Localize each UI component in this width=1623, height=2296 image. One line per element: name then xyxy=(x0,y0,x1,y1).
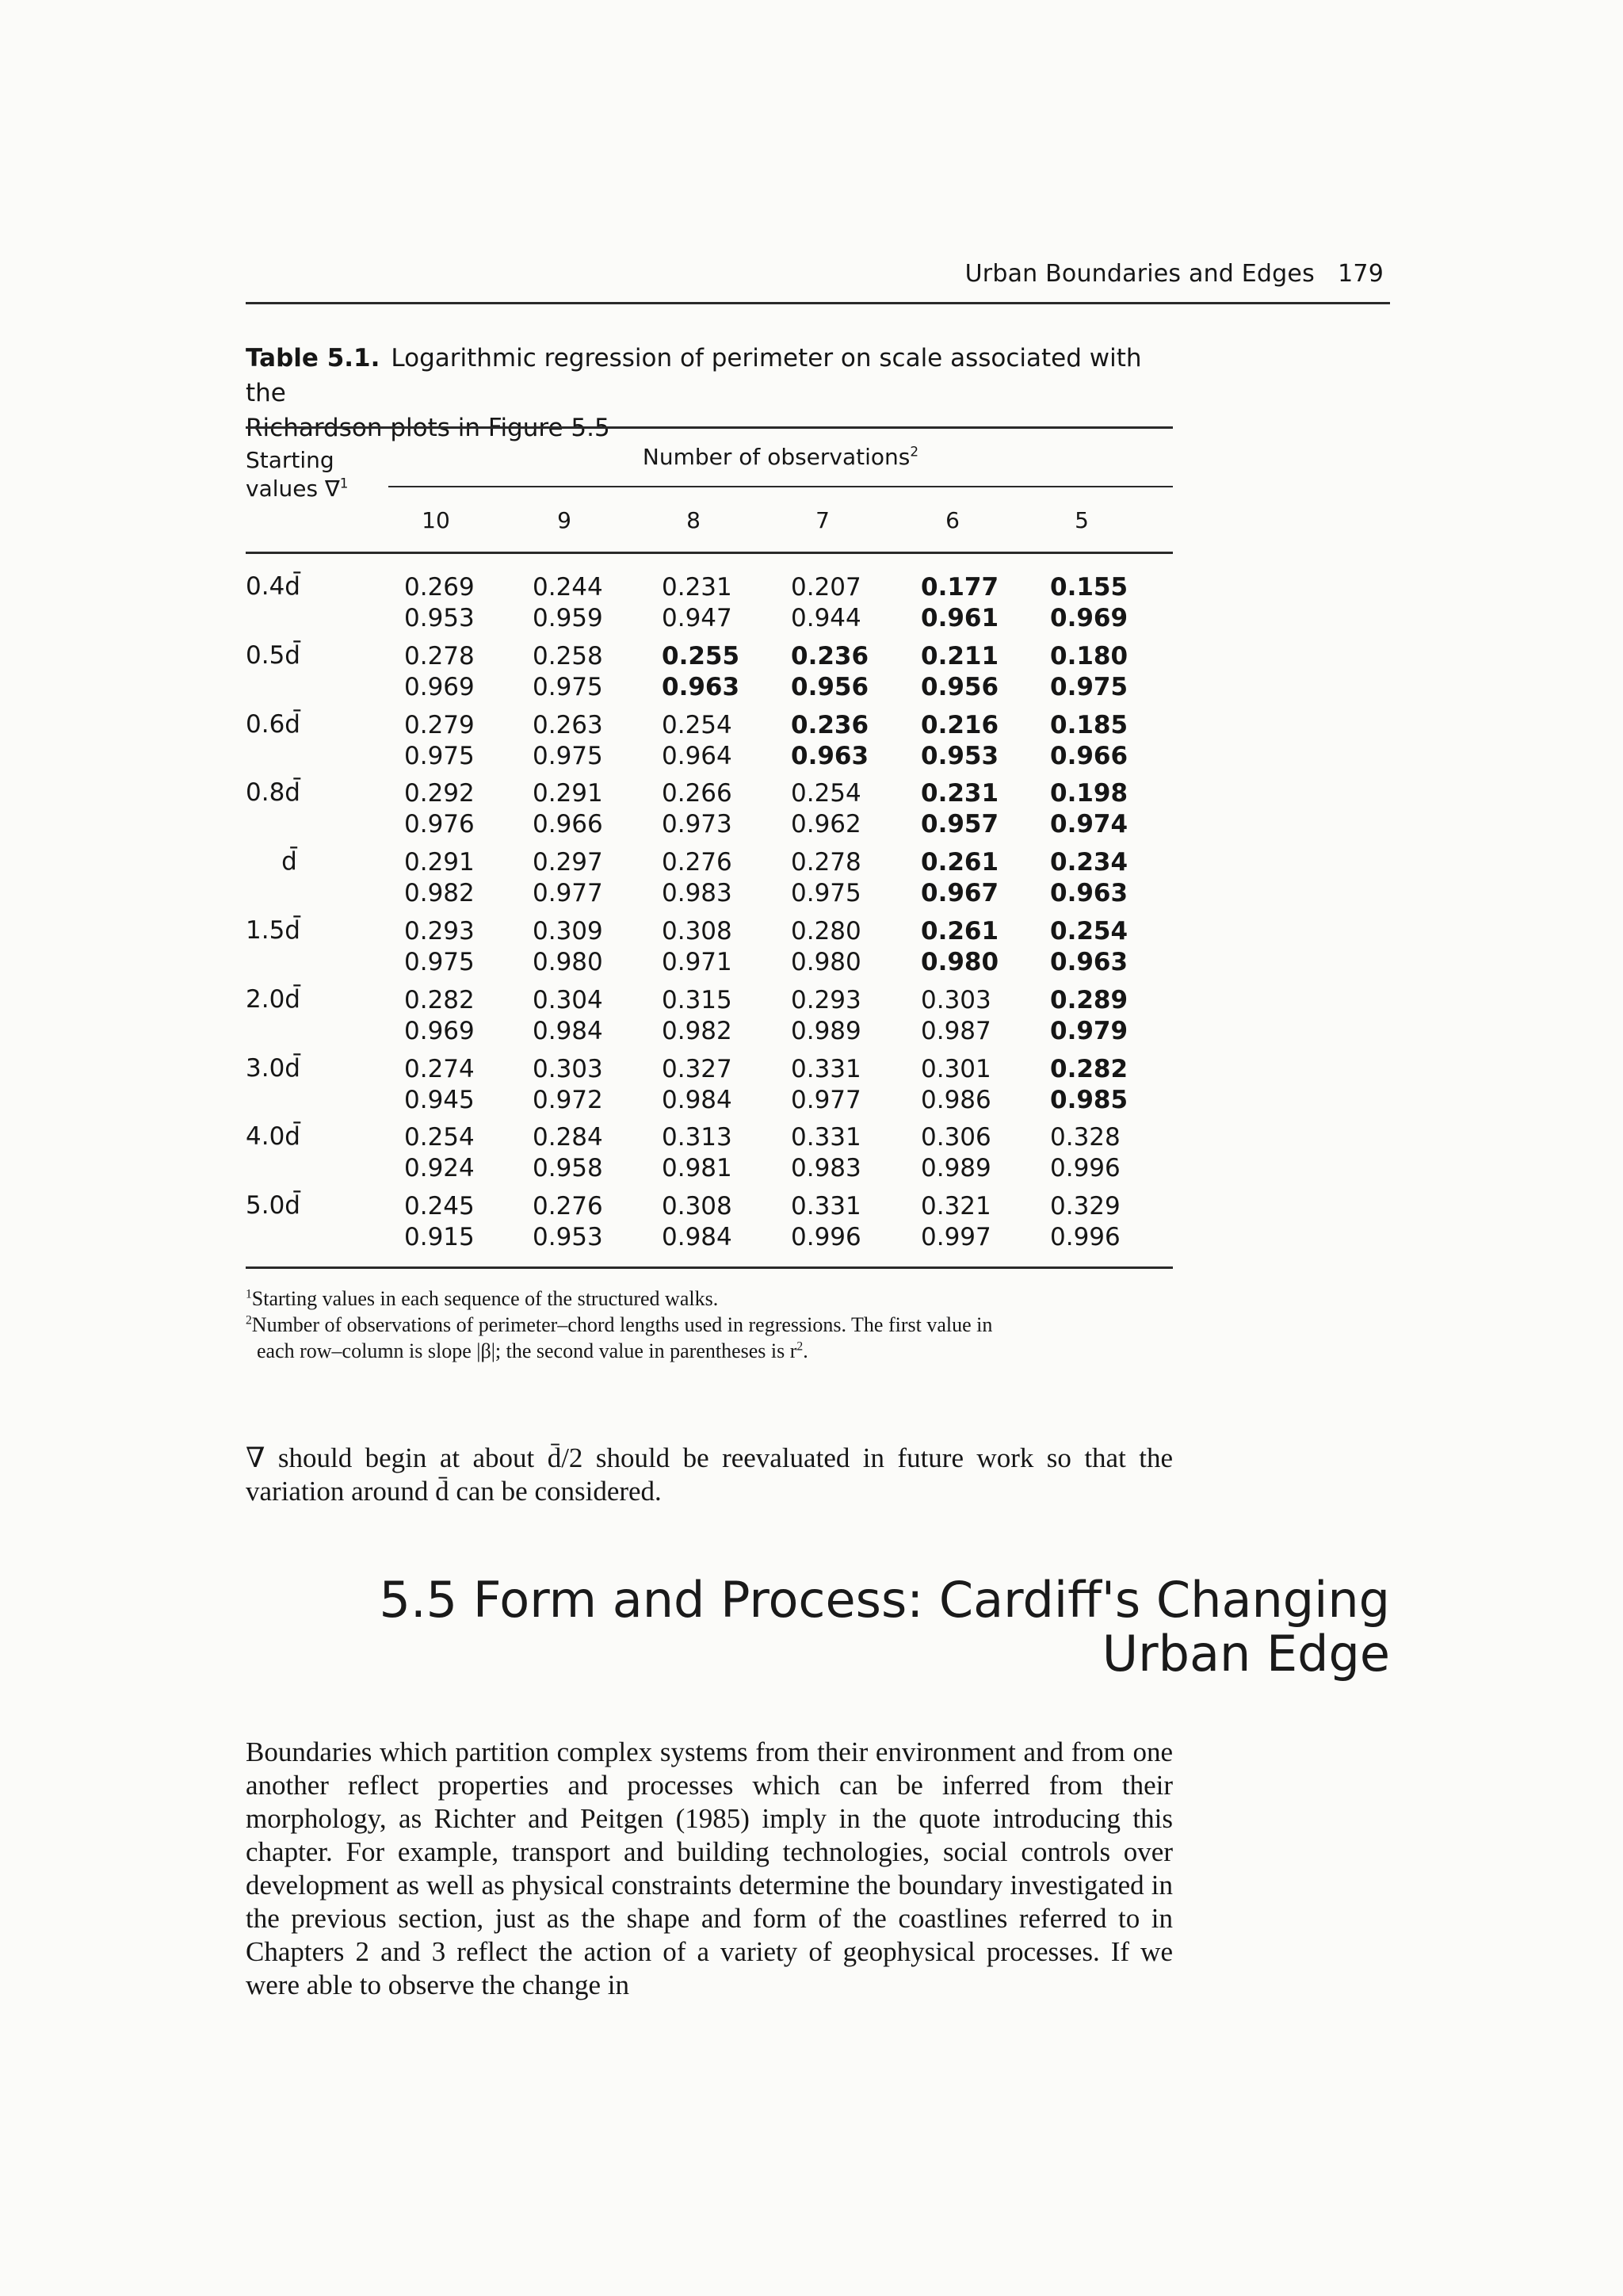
cell-r-squared: 0.975 xyxy=(533,741,603,770)
cell-r-squared: 0.977 xyxy=(791,1085,861,1114)
cell-slope: 0.211 xyxy=(921,641,999,670)
cell-r-squared: 0.996 xyxy=(791,1223,861,1252)
cell-slope: 0.279 xyxy=(404,710,475,739)
column-header: 7 xyxy=(815,507,830,533)
column-header: 10 xyxy=(422,507,450,533)
cell-slope: 0.329 xyxy=(1050,1192,1121,1221)
cell-slope: 0.177 xyxy=(921,573,999,602)
row-label: 3.0d̄ xyxy=(246,1053,300,1083)
cell-slope: 0.261 xyxy=(921,848,999,877)
body-paragraph-1: ∇ should begin at about d̄/2 should be reevaluated in future work so that the variation around d̄ can be considered. xyxy=(246,1442,1173,1507)
cell-r-squared: 0.986 xyxy=(921,1085,991,1114)
cell-r-squared: 0.953 xyxy=(404,604,475,632)
cell-r-squared: 0.963 xyxy=(791,741,869,770)
stub-header-line1: Starting xyxy=(246,447,334,473)
row-label: 0.4d̄ xyxy=(246,572,300,601)
table-caption-line1: Logarithmic regression of perimeter on scale associated with the xyxy=(246,344,1142,407)
cell-r-squared: 0.983 xyxy=(791,1154,861,1183)
cell-r-squared: 0.980 xyxy=(533,948,603,976)
cell-slope: 0.308 xyxy=(662,917,732,946)
stub-header-sup: 1 xyxy=(339,475,349,491)
cell-slope: 0.231 xyxy=(921,779,999,808)
cell-r-squared: 0.975 xyxy=(404,741,475,770)
cell-slope: 0.292 xyxy=(404,779,475,808)
cell-slope: 0.263 xyxy=(533,710,603,739)
column-header: 5 xyxy=(1075,507,1089,533)
cell-r-squared: 0.956 xyxy=(921,672,999,701)
section-heading-line1: 5.5 Form and Process: Cardiff's Changing xyxy=(379,1571,1390,1629)
cell-r-squared: 0.980 xyxy=(791,948,861,976)
cell-r-squared: 0.982 xyxy=(662,1016,732,1045)
cell-r-squared: 0.981 xyxy=(662,1154,732,1183)
cell-r-squared: 0.963 xyxy=(662,672,740,701)
cell-r-squared: 0.985 xyxy=(1050,1085,1128,1114)
cell-r-squared: 0.944 xyxy=(791,604,861,632)
stub-header xyxy=(246,446,388,503)
cell-slope: 0.258 xyxy=(533,641,603,670)
cell-r-squared: 0.976 xyxy=(404,810,475,839)
cell-slope: 0.301 xyxy=(921,1054,991,1083)
footnote-1-mark: 1 xyxy=(246,1287,252,1301)
cell-slope: 0.282 xyxy=(1050,1054,1128,1083)
stub-header-line2: values ∇ xyxy=(246,476,340,502)
footnote-1-text: Starting values in each sequence of the structured walks. xyxy=(251,1287,719,1310)
cell-slope: 0.313 xyxy=(662,1123,732,1152)
cell-slope: 0.236 xyxy=(791,641,869,670)
table-caption-line2: Richardson plots in Figure 5.5 xyxy=(246,414,610,442)
cell-slope: 0.284 xyxy=(533,1123,603,1152)
cell-slope: 0.278 xyxy=(404,641,475,670)
cell-slope: 0.293 xyxy=(404,917,475,946)
cell-slope: 0.266 xyxy=(662,779,732,808)
running-head xyxy=(246,260,1390,304)
cell-slope: 0.289 xyxy=(1050,985,1128,1014)
cell-slope: 0.254 xyxy=(662,710,732,739)
cell-r-squared: 0.973 xyxy=(662,810,732,839)
cell-slope: 0.276 xyxy=(662,848,732,877)
cell-slope: 0.236 xyxy=(791,710,869,739)
cell-slope: 0.327 xyxy=(662,1054,732,1083)
cell-slope: 0.303 xyxy=(921,985,991,1014)
cell-slope: 0.315 xyxy=(662,985,732,1014)
cell-r-squared: 0.984 xyxy=(662,1223,732,1252)
row-label: d̄ xyxy=(281,847,297,877)
row-label: 4.0d̄ xyxy=(246,1122,300,1152)
cell-slope: 0.304 xyxy=(533,985,603,1014)
cell-slope: 0.234 xyxy=(1050,848,1128,877)
cell-r-squared: 0.969 xyxy=(404,672,475,701)
cell-r-squared: 0.996 xyxy=(1050,1223,1121,1252)
cell-slope: 0.297 xyxy=(533,848,603,877)
cell-r-squared: 0.983 xyxy=(662,879,732,908)
cell-r-squared: 0.924 xyxy=(404,1154,475,1183)
cell-slope: 0.321 xyxy=(921,1192,991,1221)
footnote-2-line2-sup: 2 xyxy=(796,1339,804,1354)
cell-slope: 0.278 xyxy=(791,848,861,877)
cell-r-squared: 0.957 xyxy=(921,810,999,839)
cell-r-squared: 0.969 xyxy=(1050,604,1128,632)
cell-slope: 0.331 xyxy=(791,1192,861,1221)
cell-slope: 0.291 xyxy=(404,848,475,877)
cell-r-squared: 0.956 xyxy=(791,672,869,701)
cell-r-squared: 0.987 xyxy=(921,1016,991,1045)
cell-r-squared: 0.961 xyxy=(921,604,999,632)
cell-r-squared: 0.953 xyxy=(921,741,999,770)
cell-slope: 0.180 xyxy=(1050,641,1128,670)
group-header-rule xyxy=(388,486,1173,487)
column-header: 8 xyxy=(686,507,701,533)
cell-r-squared: 0.975 xyxy=(791,879,861,908)
cell-r-squared: 0.989 xyxy=(921,1154,991,1183)
row-label: 0.5d̄ xyxy=(246,640,300,670)
cell-slope: 0.216 xyxy=(921,710,999,739)
cell-r-squared: 0.963 xyxy=(1050,948,1128,976)
footnote-2-line2-end: . xyxy=(803,1339,808,1362)
cell-r-squared: 0.953 xyxy=(533,1223,603,1252)
cell-slope: 0.231 xyxy=(662,573,732,602)
cell-r-squared: 0.962 xyxy=(791,810,861,839)
cell-r-squared: 0.966 xyxy=(1050,741,1128,770)
cell-slope: 0.303 xyxy=(533,1054,603,1083)
cell-slope: 0.254 xyxy=(1050,917,1128,946)
table-footnotes xyxy=(246,1286,1173,1364)
cell-r-squared: 0.984 xyxy=(662,1085,732,1114)
cell-slope: 0.261 xyxy=(921,917,999,946)
column-header: 9 xyxy=(557,507,571,533)
cell-slope: 0.306 xyxy=(921,1123,991,1152)
cell-r-squared: 0.972 xyxy=(533,1085,603,1114)
page-number: 179 xyxy=(1338,260,1384,288)
cell-slope: 0.207 xyxy=(791,573,861,602)
section-heading xyxy=(360,1573,1390,1681)
cell-r-squared: 0.959 xyxy=(533,604,603,632)
cell-r-squared: 0.980 xyxy=(921,948,999,976)
cell-r-squared: 0.984 xyxy=(533,1016,603,1045)
cell-slope: 0.309 xyxy=(533,917,603,946)
cell-slope: 0.282 xyxy=(404,985,475,1014)
body-paragraph-2: Boundaries which partition complex systems from their environment and from one another reflect properties and processes which can be inferred from their morphology, as Richter and Peitgen (1985) imply in the quote introducing this chapter. For example, transport and building technologies, social controls over development as well as physical constraints determine the boundary investigated in the previous section, just as the shape and form of the coastlines referred to in Chapters 2 and 3 reflect the action of a variety of geophysical processes. If we were able to observe the change in xyxy=(246,1736,1173,2000)
footnote-2-line2: each row–column is slope |β|; the second value in parentheses is r xyxy=(257,1339,797,1362)
footnote-1 xyxy=(246,1286,1173,1312)
cell-r-squared: 0.989 xyxy=(791,1016,861,1045)
cell-slope: 0.254 xyxy=(404,1123,475,1152)
table-top-rule xyxy=(246,426,1173,429)
table-bottom-rule xyxy=(246,1266,1173,1269)
section-heading-line2: Urban Edge xyxy=(1102,1625,1390,1683)
cell-r-squared: 0.975 xyxy=(533,672,603,701)
cell-r-squared: 0.975 xyxy=(1050,672,1128,701)
cell-slope: 0.269 xyxy=(404,573,475,602)
cell-r-squared: 0.945 xyxy=(404,1085,475,1114)
row-label: 2.0d̄ xyxy=(246,984,300,1014)
table-caption xyxy=(246,341,1173,445)
cell-slope: 0.280 xyxy=(791,917,861,946)
cell-r-squared: 0.967 xyxy=(921,879,999,908)
cell-slope: 0.274 xyxy=(404,1054,475,1083)
running-head-title: Urban Boundaries and Edges xyxy=(964,260,1315,288)
cell-slope: 0.245 xyxy=(404,1192,475,1221)
row-label: 1.5d̄ xyxy=(246,916,300,945)
cell-r-squared: 0.947 xyxy=(662,604,732,632)
cell-slope: 0.276 xyxy=(533,1192,603,1221)
footnote-2-line1: Number of observations of perimeter–chord lengths used in regressions. The first value in xyxy=(251,1313,993,1336)
footnote-2-mark: 2 xyxy=(246,1313,252,1328)
table-label: Table 5.1. xyxy=(246,344,380,372)
column-headers xyxy=(246,507,1173,554)
row-label: 0.6d̄ xyxy=(246,709,300,739)
footnote-2-cont xyxy=(246,1338,1173,1364)
cell-slope: 0.293 xyxy=(791,985,861,1014)
cell-r-squared: 0.971 xyxy=(662,948,732,976)
cell-r-squared: 0.969 xyxy=(404,1016,475,1045)
cell-r-squared: 0.963 xyxy=(1050,879,1128,908)
cell-slope: 0.244 xyxy=(533,573,603,602)
cell-slope: 0.185 xyxy=(1050,710,1128,739)
column-header: 6 xyxy=(945,507,960,533)
row-label: 0.8d̄ xyxy=(246,778,300,808)
group-header-text: Number of observations xyxy=(642,444,911,470)
cell-r-squared: 0.979 xyxy=(1050,1016,1128,1045)
cell-r-squared: 0.958 xyxy=(533,1154,603,1183)
cell-slope: 0.254 xyxy=(791,779,861,808)
running-head-text xyxy=(965,260,1384,288)
cell-r-squared: 0.977 xyxy=(533,879,603,908)
footnote-2 xyxy=(246,1312,1173,1338)
cell-r-squared: 0.975 xyxy=(404,948,475,976)
cell-r-squared: 0.966 xyxy=(533,810,603,839)
cell-r-squared: 0.996 xyxy=(1050,1154,1121,1183)
cell-slope: 0.308 xyxy=(662,1192,732,1221)
cell-slope: 0.255 xyxy=(662,641,740,670)
cell-slope: 0.328 xyxy=(1050,1123,1121,1152)
group-header-sup: 2 xyxy=(910,443,919,460)
cell-slope: 0.331 xyxy=(791,1123,861,1152)
cell-slope: 0.155 xyxy=(1050,573,1128,602)
cell-slope: 0.198 xyxy=(1050,779,1128,808)
cell-slope: 0.331 xyxy=(791,1054,861,1083)
cell-r-squared: 0.997 xyxy=(921,1223,991,1252)
cell-r-squared: 0.964 xyxy=(662,741,732,770)
row-label: 5.0d̄ xyxy=(246,1191,300,1221)
cell-r-squared: 0.982 xyxy=(404,879,475,908)
cell-r-squared: 0.974 xyxy=(1050,810,1128,839)
cell-slope: 0.291 xyxy=(533,779,603,808)
group-header xyxy=(388,444,1173,470)
cell-r-squared: 0.915 xyxy=(404,1223,475,1252)
